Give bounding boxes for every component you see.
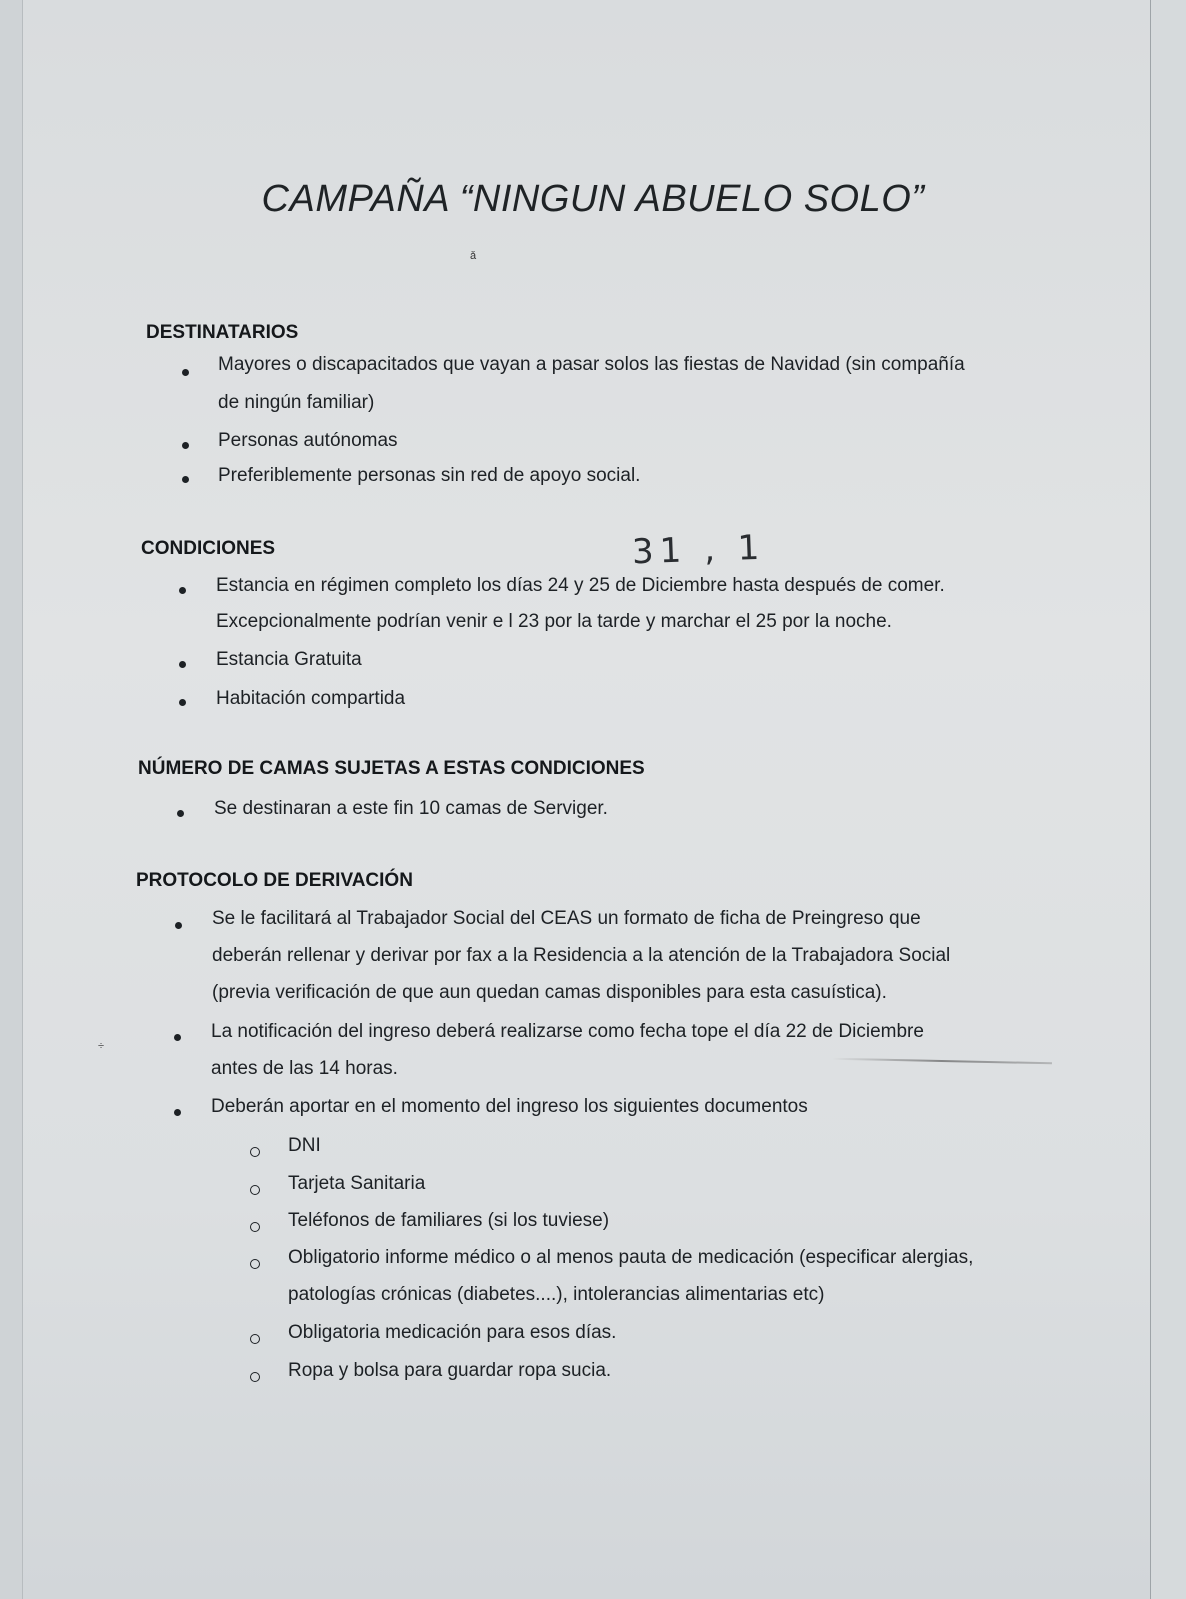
bullet xyxy=(179,587,186,594)
bullet xyxy=(182,442,189,449)
list-item: La notificación del ingreso deberá realizarse como fecha tope el día 22 de Diciembre xyxy=(211,1021,924,1042)
list-item: Se le facilitará al Trabajador Social del CEAS un formato de ficha de Preingreso que xyxy=(212,908,921,929)
list-item-cont: antes de las 14 horas. xyxy=(211,1058,398,1079)
document-title: CAMPAÑA “NINGUN ABUELO SOLO” xyxy=(261,178,925,220)
sub-bullet xyxy=(250,1372,260,1382)
section-heading-destinatarios: DESTINATARIOS xyxy=(146,322,299,343)
sub-bullet xyxy=(250,1185,260,1195)
list-item: Preferiblemente personas sin red de apoyo social. xyxy=(218,465,641,486)
section-heading-protocolo: PROTOCOLO DE DERIVACIÓN xyxy=(136,870,413,891)
list-item: Deberán aportar en el momento del ingreso los siguientes documentos xyxy=(211,1096,808,1117)
page-edge xyxy=(1150,0,1186,1599)
bullet xyxy=(182,476,189,483)
sub-list-item: Obligatorio informe médico o al menos pauta de medicación (especificar alergias, xyxy=(288,1247,974,1268)
bullet xyxy=(177,810,184,817)
sub-bullet xyxy=(250,1222,260,1232)
list-item: Estancia Gratuita xyxy=(216,649,362,670)
bullet xyxy=(175,922,182,929)
sub-bullet xyxy=(250,1147,260,1157)
list-item-cont: de ningún familiar) xyxy=(218,392,375,413)
section-heading-numero-camas: NÚMERO DE CAMAS SUJETAS A ESTAS CONDICIONES xyxy=(138,758,645,779)
bullet xyxy=(179,661,186,668)
list-item: Personas autónomas xyxy=(218,430,398,451)
list-item: Se destinaran a este fin 10 camas de Serviger. xyxy=(214,798,608,819)
sub-list-item-cont: patologías crónicas (diabetes....), intolerancias alimentarias etc) xyxy=(288,1284,825,1305)
bullet xyxy=(174,1109,181,1116)
handwritten-note: 31 , 1 xyxy=(631,527,766,573)
sub-list-item: Tarjeta Sanitaria xyxy=(288,1173,426,1194)
sub-list-item: Obligatoria medicación para esos días. xyxy=(288,1322,617,1343)
list-item: Estancia en régimen completo los días 24 y 25 de Diciembre hasta después de comer. xyxy=(216,575,945,596)
list-item: Habitación compartida xyxy=(216,688,406,709)
sub-list-item: DNI xyxy=(288,1135,321,1156)
bullet xyxy=(182,369,189,376)
bullet xyxy=(179,699,186,706)
margin-mark: ÷ xyxy=(98,1040,105,1052)
sub-list-item: Ropa y bolsa para guardar ropa sucia. xyxy=(288,1360,612,1381)
sub-bullet xyxy=(250,1259,260,1269)
stray-mark: ǎ xyxy=(470,250,477,262)
section-heading-condiciones: CONDICIONES xyxy=(141,538,276,559)
sub-bullet xyxy=(250,1334,260,1344)
bullet xyxy=(174,1034,181,1041)
list-item: Mayores o discapacitados que vayan a pasar solos las fiestas de Navidad (sin compañía xyxy=(218,354,965,375)
list-item-cont: Excepcionalmente podrían venir e l 23 por la tarde y marchar el 25 por la noche. xyxy=(216,611,892,632)
sub-list-item: Teléfonos de familiares (si los tuviese) xyxy=(288,1210,610,1231)
list-item-cont: deberán rellenar y derivar por fax a la Residencia a la atención de la Trabajadora Social xyxy=(212,945,951,966)
list-item-cont: (previa verificación de que aun quedan camas disponibles para esta casuística). xyxy=(212,982,887,1003)
